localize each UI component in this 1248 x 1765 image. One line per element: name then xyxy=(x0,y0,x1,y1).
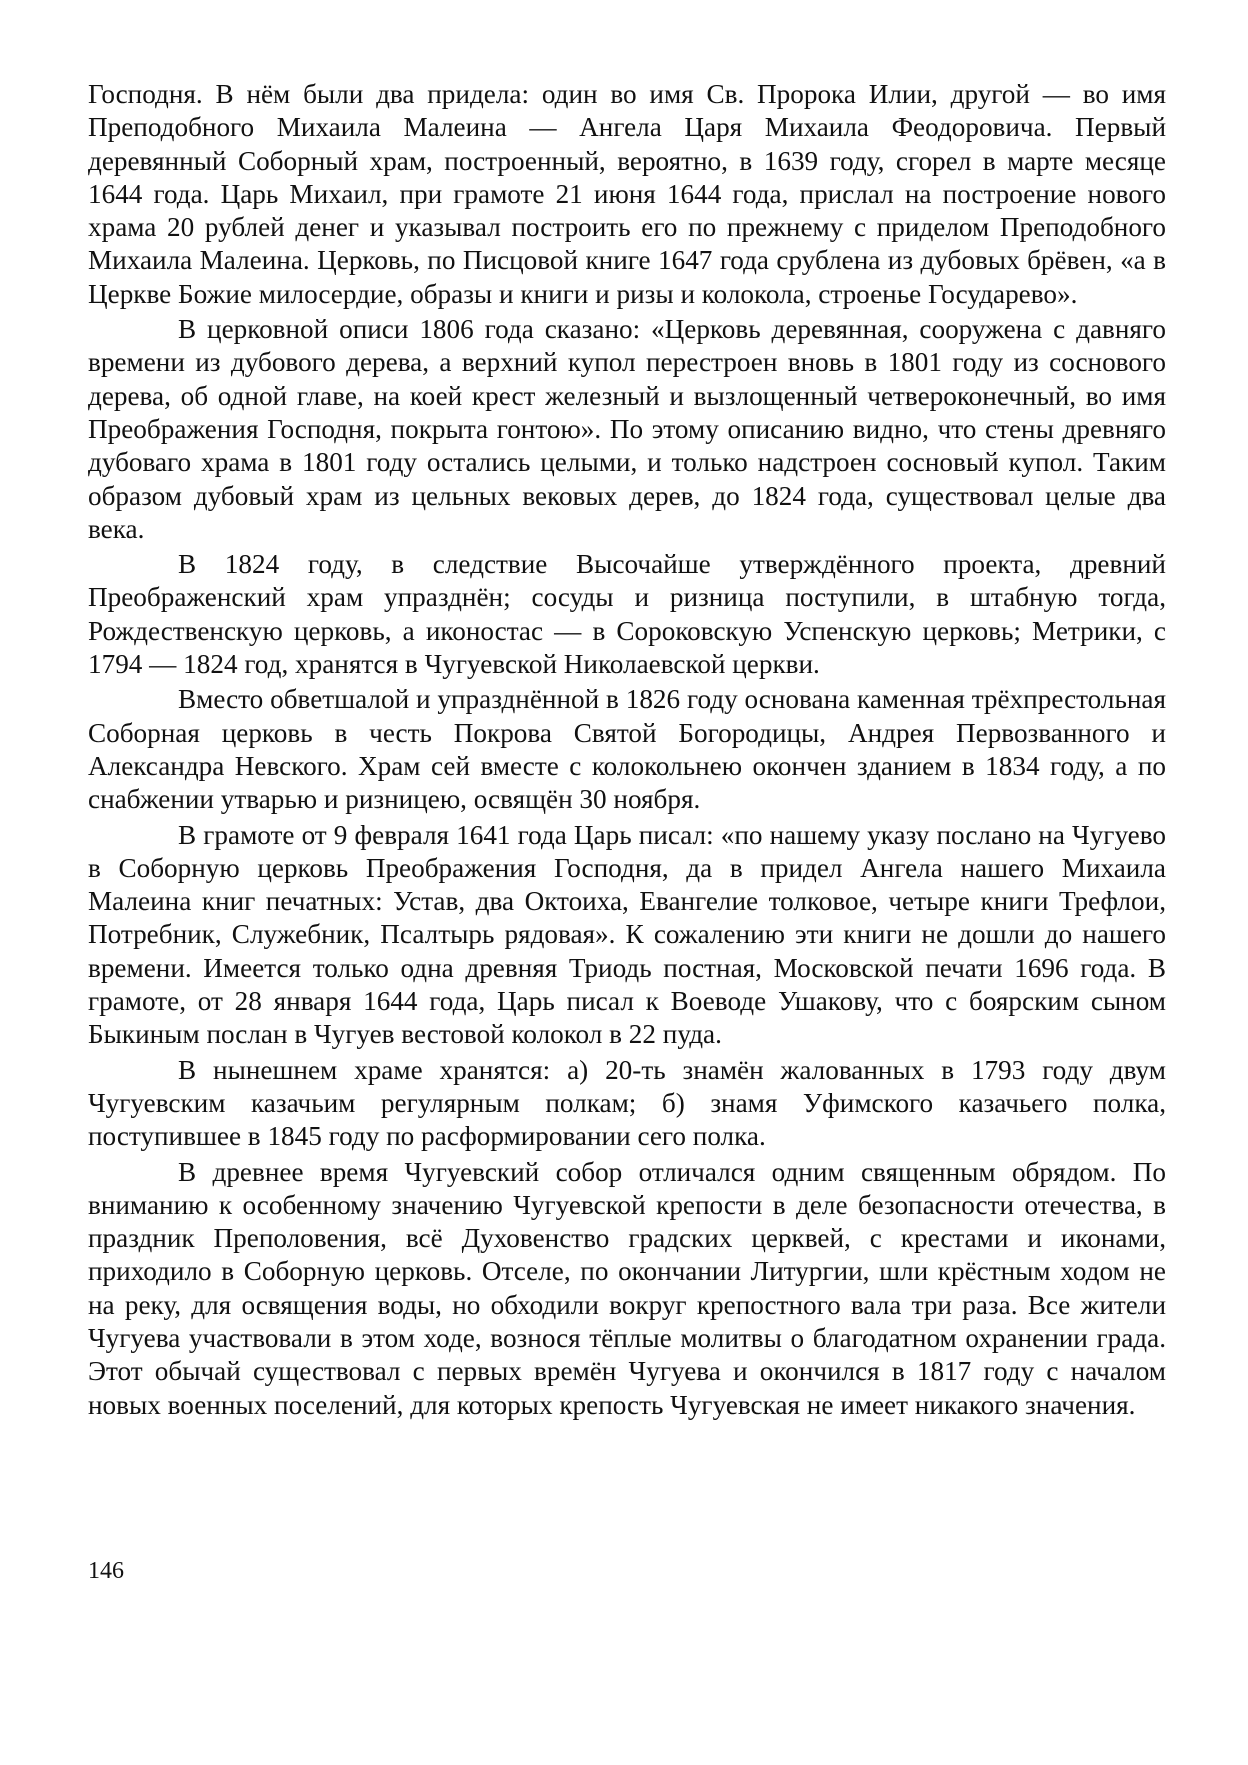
paragraph-church-inventory-1806: В церковной описи 1806 года сказано: «Церковь деревянная, сооружена с давняго времени из дубового дерева, а верхний купол перестроен вновь в 1801 году из соснового дерева, об одной главе, на коей крест железный и вызлощенный четвероконечный, во имя Преображения Господня, покрыта гонтою». По этому описанию видно, что стены древняго дубоваго храма в 1801 году остались целыми, и только надстроен сосновый купол. Таким образом дубовый храм из цельных вековых дерев, до 1824 года, существовал целые два века. xyxy=(88,314,1166,544)
paragraph-charter-1641: В грамоте от 9 февраля 1641 года Царь писал: «по нашему указу послано на Чугуево в Соборную церковь Преображения Господня, да в придел Ангела нашего Михаила Малеина книг печатных: Устав, два Октоиха, Евангелие толковое, четыре книги Трефлои, Потребник, Служебник, Псалтырь рядовая». К сожалению эти книги не дошли до нашего времени. Имеется только одна древняя Триодь постная, Московской печати 1696 года. В грамоте, от 28 января 1644 года, Царь писал к Воеводе Ушакову, что с боярским сыном Быкиным послан в Чугуев вестовой колокол в 22 пуда. xyxy=(88,819,1166,1050)
paragraph-abolition-1824: В 1824 году, в следствие Высочайше утверждённого проекта, древний Преображенский храм упразднён; сосуды и ризница поступили, в штабную тогда, Рождественскую церковь, а иконостас — в Сороковскую Успенскую церковь; Метрики, с 1794 — 1824 год, хранятся в Чугуевской Николаевской церкви. xyxy=(88,549,1166,680)
paragraph-continuation: Господня. В нём были два придела: один во имя Св. Пророка Илии, другой — во имя Преподобного Михаила Малеина — Ангела Царя Михаила Феодоровича. Первый деревянный Соборный храм, построенный, вероятно, в 1639 году, сгорел в марте месяце 1644 года. Царь Михаил, при грамоте 21 июня 1644 года, прислал на построение нового храма 20 рублей денег и указывал построить его по прежнему с приделом Преподобного Михаила Малеина. Церковь, по Писцовой книге 1647 года срублена из дубовых брёвен, «а в Церкве Божие милосердие, образы и книги и ризы и колокола, строенье Государево». xyxy=(88,79,1166,309)
paragraph-ancient-rite: В древнее время Чугуевский собор отличался одним священным обрядом. По вниманию к особенному значению Чугуевской крепости в деле безопасности отечества, в праздник Преполовения, всё Духовенство градских церквей, с крестами и иконами, приходило в Соборную церковь. Отселе, по окончании Литургии, шли крёстным ходом не на реку, для освящения воды, но обходили вокруг крепостного вала три раза. Все жители Чугуева участвовали в этом ходе, вознося тёплые молитвы о благодатном охранении града. Этот обычай существовал с первых времён Чугуева и окончился в 1817 году с началом новых военных поселений, для которых крепость Чугуевская не имеет никакого значения. xyxy=(88,1156,1166,1420)
body-text xyxy=(88,78,1166,1422)
paragraph-banners: В нынешнем храме хранятся: а) 20-ть знамён жалованных в 1793 году двум Чугуевским казачьим регулярным полкам; б) знамя Уфимского казачьего полка, поступившее в 1845 году по расформировании сего полка. xyxy=(88,1054,1166,1152)
paragraph-stone-church-1826: Вместо обветшалой и упразднённой в 1826 году основана каменная трёхпрестольная Соборная церковь в честь Покрова Святой Богородицы, Андрея Первозванного и Александра Невского. Храм сей вместе с колокольнею окончен зданием в 1834 году, а по снабжении утварью и ризницею, освящён 30 ноября. xyxy=(88,684,1166,815)
page-number: 146 xyxy=(88,1558,124,1584)
